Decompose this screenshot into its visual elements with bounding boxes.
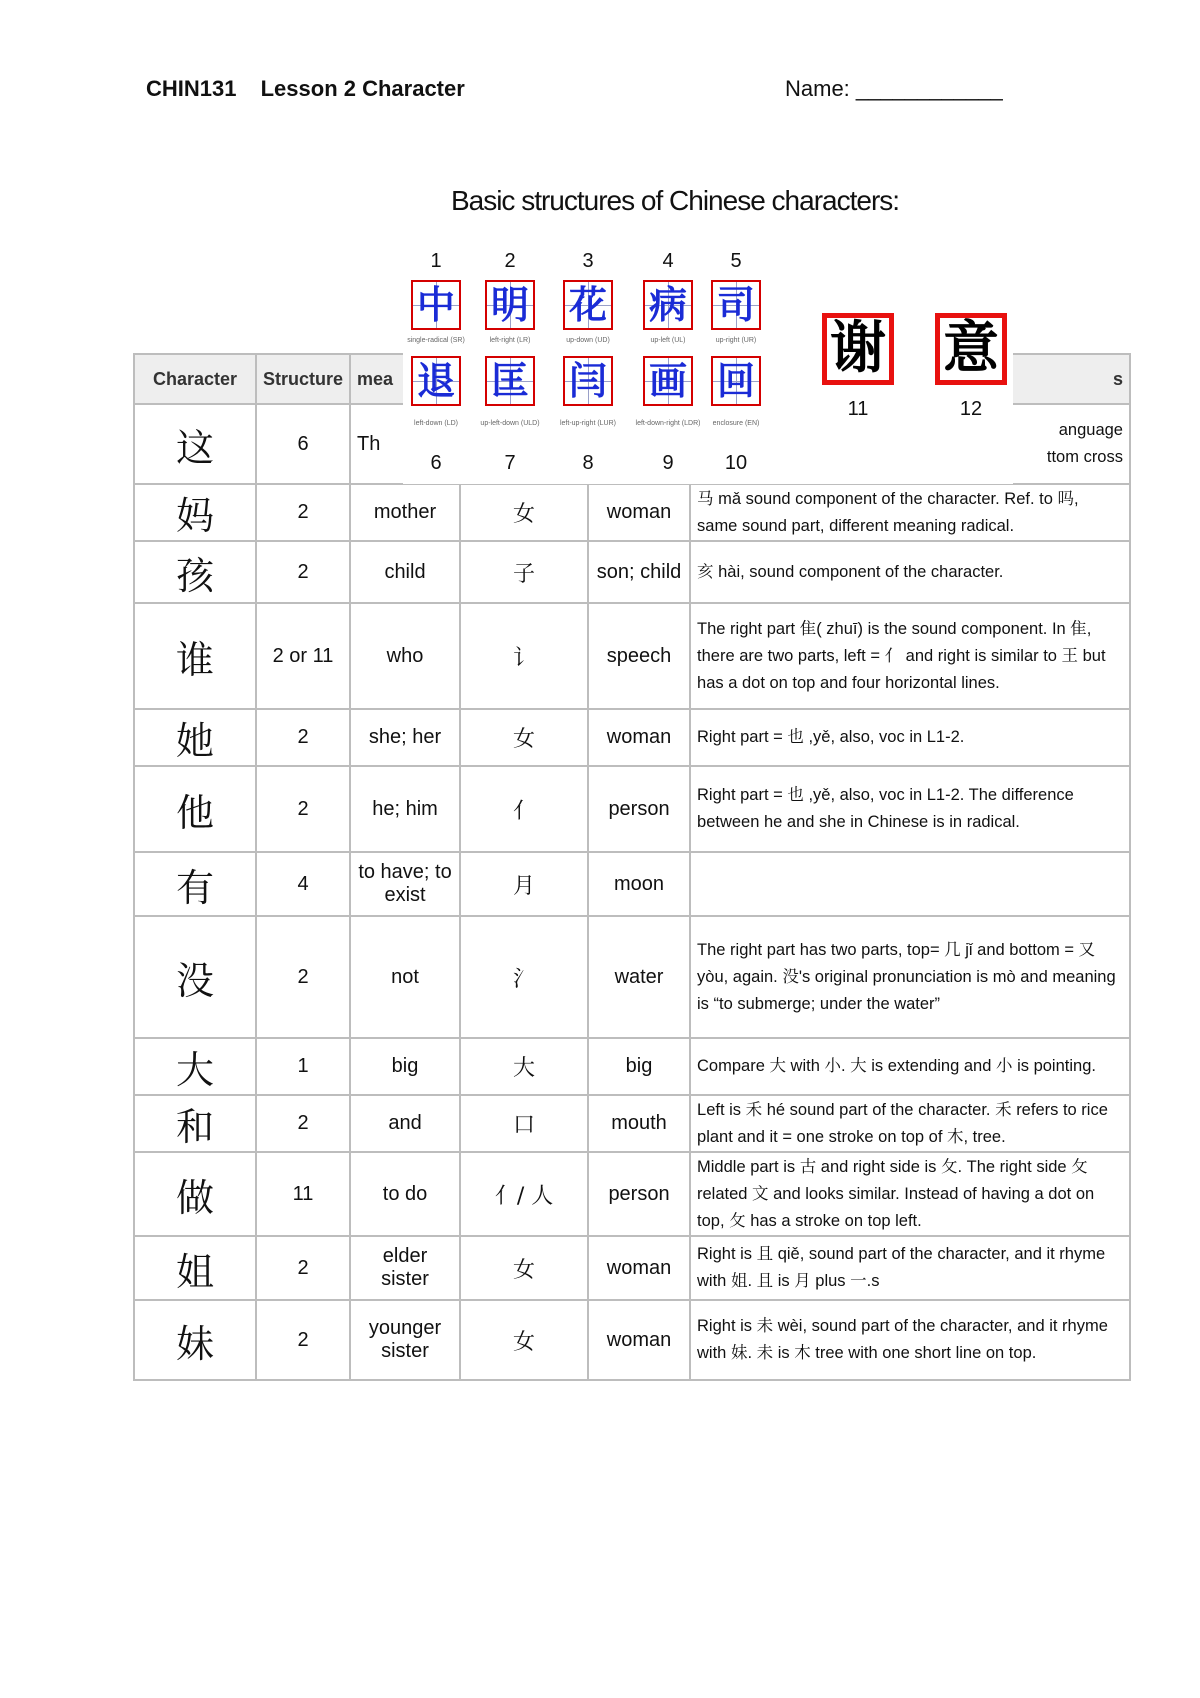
radical-meaning-cell: woman: [588, 709, 690, 766]
structure-number-2: 2: [504, 250, 516, 272]
meaning-cell: elder sister: [350, 1236, 460, 1300]
structure-number-4: 4: [662, 250, 674, 272]
meaning-cell: mother: [350, 484, 460, 541]
character-cell: 姐: [134, 1236, 256, 1300]
character-table: [133, 353, 1131, 1381]
character-cell: 妹: [134, 1300, 256, 1380]
radical-meaning-cell: water: [588, 916, 690, 1038]
radical-cell: 大: [460, 1038, 588, 1095]
structure-type-label: left-down (LD): [414, 420, 458, 427]
radical-cell: 口: [460, 1095, 588, 1152]
structure-number-7: 7: [504, 452, 516, 474]
character-cell: 有: [134, 852, 256, 916]
structure-example-7: [485, 356, 535, 406]
structure-type-label: left-up-right (LUR): [559, 420, 616, 427]
table-row: [134, 1038, 1130, 1095]
structure-type-label: up-down (UD): [566, 337, 610, 344]
character-cell: 和: [134, 1095, 256, 1152]
structure-example-char: 回: [716, 359, 755, 403]
structure-example-9: [643, 356, 693, 406]
header-structure: Structure: [256, 354, 350, 404]
document-header: [146, 76, 483, 102]
meaning-cell: younger sister: [350, 1300, 460, 1380]
radical-meaning-cell: person: [588, 1152, 690, 1236]
radical-meaning-cell: son; child: [588, 541, 690, 603]
table-row: [134, 1152, 1130, 1236]
meaning-cell: she; her: [350, 709, 460, 766]
character-cell: 他: [134, 766, 256, 852]
radical-meaning-cell: woman: [588, 1236, 690, 1300]
structure-cell: 2 or 11: [256, 603, 350, 709]
structure-example-8: [563, 356, 613, 406]
remarks-cell: Middle part is 古 and right side is 攵. The right side 攵 related 文 and looks similar. Instead of having a dot on top, 攵 has a stroke on top left.: [690, 1152, 1130, 1236]
structure-number-11: 11: [847, 398, 869, 420]
radical-meaning-cell: person: [588, 766, 690, 852]
structure-type-label: up-left (UL): [650, 337, 686, 344]
structure-cell: 2: [256, 484, 350, 541]
structure-example-char: 退: [416, 359, 455, 403]
meaning-cell: to have; to exist: [350, 852, 460, 916]
meaning-cell: who: [350, 603, 460, 709]
table-row: [134, 1095, 1130, 1152]
radical-cell: 子: [460, 541, 588, 603]
lesson-title: Lesson 2 Character: [260, 76, 465, 101]
structure-example-char: 画: [648, 359, 687, 403]
remarks-cell: The right part 隹( zhuī) is the sound component. In 隹, there are two parts, left = 亻 and right is similar to 王 but has a dot on top and four horizontal lines.: [690, 603, 1130, 709]
radical-cell: 亻/ 人: [460, 1152, 588, 1236]
character-cell: 妈: [134, 484, 256, 541]
structure-cell: 4: [256, 852, 350, 916]
radical-meaning-cell: woman: [588, 484, 690, 541]
remarks-cell: Left is 禾 hé sound part of the character. 禾 refers to rice plant and it = one stroke on top of 木, tree.: [690, 1095, 1130, 1152]
remarks-cell: 马 mǎ sound component of the character. Ref. to 吗, same sound part, different meaning radical.: [690, 484, 1130, 541]
remarks-peek-2: ttom cross: [1046, 448, 1123, 466]
structure-example-char: 司: [716, 283, 755, 327]
radical-cell: 女: [460, 709, 588, 766]
table-row: [134, 603, 1130, 709]
structure-example-6: [411, 356, 461, 406]
structure-example-12-char: 意: [940, 318, 1002, 380]
structure-type-label: up-right (UR): [715, 337, 757, 344]
meaning-cell: to do: [350, 1152, 460, 1236]
structure-number-9: 9: [662, 452, 674, 474]
table-row: [134, 541, 1130, 603]
structure-diagram: [403, 244, 1013, 484]
character-cell: 孩: [134, 541, 256, 603]
remarks-cell: Right part = 也 ,yě, also, voc in L1-2.: [690, 709, 1130, 766]
radical-cell: 女: [460, 1236, 588, 1300]
structure-cell: 2: [256, 541, 350, 603]
structure-number-1: 1: [430, 250, 442, 272]
radical-meaning-cell: mouth: [588, 1095, 690, 1152]
course-code: CHIN131: [146, 76, 237, 101]
structure-example-12: [935, 313, 1007, 385]
remarks-cell: Right is 且 qiě, sound part of the character, and it rhyme with 姐. 且 is 月 plus 一.s: [690, 1236, 1130, 1300]
structure-example-11: [822, 313, 894, 385]
table-row: [134, 1236, 1130, 1300]
radical-cell: 氵: [460, 916, 588, 1038]
structure-example-char: 明: [490, 283, 529, 327]
character-cell: 她: [134, 709, 256, 766]
structure-number-6: 6: [430, 452, 442, 474]
radical-cell: 女: [460, 1300, 588, 1380]
structure-number-10: 10: [724, 452, 748, 474]
radical-meaning-cell: woman: [588, 1300, 690, 1380]
character-cell: 做: [134, 1152, 256, 1236]
structure-example-1: [411, 280, 461, 330]
character-cell: 没: [134, 916, 256, 1038]
character-cell: 谁: [134, 603, 256, 709]
structure-type-label: up-left-down (ULD): [480, 420, 540, 427]
structure-cell: 2: [256, 916, 350, 1038]
section-subtitle: Basic structures of Chinese characters:: [450, 185, 900, 216]
character-cell: 这: [134, 404, 256, 484]
meaning-cell: Th: [350, 404, 460, 484]
remarks-cell: Compare 大 with 小. 大 is extending and 小 is pointing.: [690, 1038, 1130, 1095]
radical-cell: 亻: [460, 766, 588, 852]
remarks-peek-1: anguage: [1058, 421, 1123, 439]
structure-cell: 2: [256, 1236, 350, 1300]
character-cell: 大: [134, 1038, 256, 1095]
structure-cell: 2: [256, 1095, 350, 1152]
structure-example-char: 花: [568, 283, 607, 327]
structure-cell: 1: [256, 1038, 350, 1095]
structure-example-char: 闫: [568, 359, 607, 403]
structure-number-3: 3: [582, 250, 594, 272]
header-meaning: mea: [350, 354, 460, 404]
table-row: [134, 709, 1130, 766]
radical-meaning-cell: big: [588, 1038, 690, 1095]
structure-number-12: 12: [959, 398, 983, 420]
structure-cell: 2: [256, 766, 350, 852]
meaning-cell: not: [350, 916, 460, 1038]
meaning-cell: and: [350, 1095, 460, 1152]
table-row: [134, 852, 1130, 916]
structure-example-11-char: 谢: [827, 318, 889, 380]
structure-example-char: 匡: [490, 359, 529, 403]
structure-example-5: [711, 280, 761, 330]
structure-example-char: 病: [648, 283, 687, 327]
meaning-cell: big: [350, 1038, 460, 1095]
remarks-cell: Right is 未 wèi, sound part of the character, and it rhyme with 妹. 未 is 木 tree with one short line on top.: [690, 1300, 1130, 1380]
structure-type-label: enclosure (EN): [712, 420, 760, 427]
meaning-cell: he; him: [350, 766, 460, 852]
remarks-cell: The right part has two parts, top= 几 jǐ and bottom = 又 yòu, again. 没's original pronunciation is mò and meaning is “to submerge; under the water”: [690, 916, 1130, 1038]
radical-meaning-cell: moon: [588, 852, 690, 916]
structure-number-8: 8: [582, 452, 594, 474]
header-character: Character: [134, 354, 256, 404]
structure-example-2: [485, 280, 535, 330]
header-remarks: s: [690, 354, 1130, 404]
table-row: [134, 484, 1130, 541]
structure-cell: 2: [256, 1300, 350, 1380]
meaning-cell: child: [350, 541, 460, 603]
remarks-cell: Right part = 也 ,yě, also, voc in L1-2. The difference between he and she in Chinese is in radical.: [690, 766, 1130, 852]
remarks-cell: [690, 852, 1130, 916]
structure-example-4: [643, 280, 693, 330]
structure-cell: 2: [256, 709, 350, 766]
structure-number-5: 5: [730, 250, 742, 272]
structure-type-label: left-down-right (LDR): [635, 420, 701, 427]
structure-example-3: [563, 280, 613, 330]
radical-meaning-cell: speech: [588, 603, 690, 709]
radical-cell: 讠: [460, 603, 588, 709]
structure-cell: 11: [256, 1152, 350, 1236]
structure-type-label: left-right (LR): [489, 337, 531, 344]
radical-cell: 女: [460, 484, 588, 541]
structure-example-10: [711, 356, 761, 406]
structure-type-label: single-radical (SR): [407, 337, 465, 344]
table-row: [134, 916, 1130, 1038]
table-row: [134, 1300, 1130, 1380]
name-field-label: Name: ____________: [785, 76, 1003, 101]
table-row: [134, 766, 1130, 852]
structure-cell: 6: [256, 404, 350, 484]
structure-example-char: 中: [416, 283, 455, 327]
remarks-cell: 亥 hài, sound component of the character.: [690, 541, 1130, 603]
radical-cell: 月: [460, 852, 588, 916]
